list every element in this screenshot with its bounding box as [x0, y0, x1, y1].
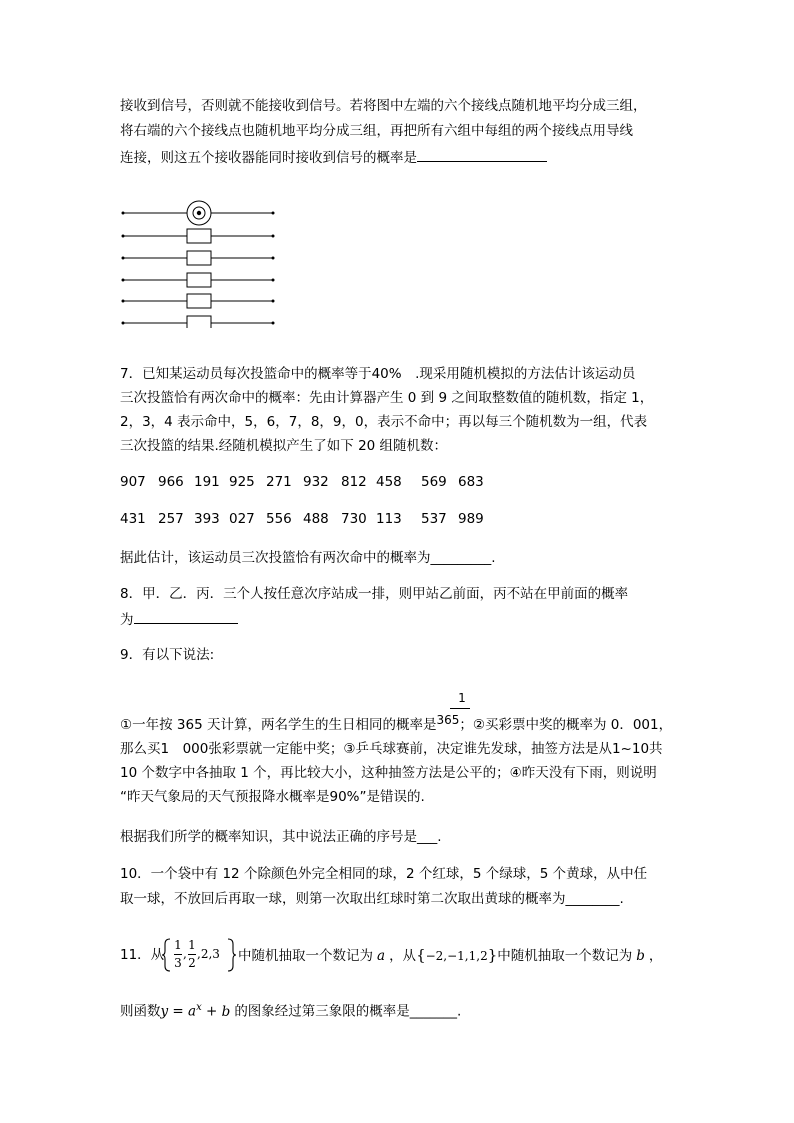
q11-mid-1: 中随机抽取一个数记为 [238, 948, 373, 964]
set-b-right-brace: } [487, 946, 498, 964]
random-number: 932 [303, 474, 329, 490]
random-number: 191 [194, 474, 220, 490]
function-eq: = [168, 1003, 189, 1020]
intro-line-1: 接收到信号，否则就不能接收到信号。若将图中左端的六个接线点随机地平均分成三组， [120, 98, 647, 114]
function-plus: + [201, 1003, 222, 1020]
random-number: 393 [194, 511, 220, 527]
random-number: 257 [158, 511, 184, 527]
fraction-numerator: 1 [174, 938, 182, 952]
fraction-bar [450, 708, 470, 709]
fraction-numerator: 1 [458, 691, 466, 705]
q9-line-2-text-b: ；②买彩票中奖的概率为 0．001， [459, 717, 673, 733]
q7-line-1: 7．已知某运动员每次投篮命中的概率等于40% .现采用随机模拟的方法估计该运动员 [120, 366, 636, 382]
fraction-bar [188, 954, 196, 955]
q9-line-2 [120, 713, 673, 733]
intro-line-3 [120, 148, 547, 166]
circuit-diagram [115, 198, 285, 328]
random-number: 966 [158, 474, 184, 490]
q11-prefix: 11．从 [120, 947, 165, 963]
intro-line-3-text: 连接，则这五个接收器能同时接收到信号的概率是 [120, 150, 417, 166]
variable-b: b [636, 948, 645, 964]
q10-line-1: 10．一个袋中有 12 个除颜色外完全相同的球，2 个红球，5 个绿球，5 个黄球，从中任 [120, 866, 648, 882]
q11-mid-2: ，从 [389, 948, 417, 964]
function-y: y [160, 1003, 169, 1020]
random-number: 271 [266, 474, 292, 490]
random-number: 458 [376, 474, 402, 490]
q9-question: 根据我们所学的概率知识，其中说法正确的序号是___. [120, 829, 442, 845]
q11-line-2 [120, 1000, 461, 1020]
variable-a: a [377, 948, 386, 964]
q8-line-1: 8．甲．乙．丙．三个人按任意次序站成一排，则甲站乙前面，丙不站在甲前面的概率 [120, 586, 629, 602]
set-b-left-brace: { [416, 946, 426, 964]
fraction-denominator: 2 [188, 956, 196, 970]
fraction-bar [174, 954, 182, 955]
set-a-right-brace [226, 938, 236, 972]
random-number: 730 [341, 511, 367, 527]
function-base: a [188, 1003, 197, 1020]
random-number: 569 [421, 474, 447, 490]
answer-blank-intro [417, 148, 547, 162]
q7-line-3: 2，3，4 表示命中，5，6，7，8，9，0，表示不命中；再以每三个随机数为一组，代表 [120, 414, 648, 430]
q7-line-2: 三次投篮恰有两次命中的概率：先由计算器产生 0 到 9 之间取整数值的随机数，指定 1， [120, 390, 654, 406]
random-number: 537 [421, 511, 447, 527]
q7-line-4: 三次投篮的结果.经随机模拟产生了如下 20 组随机数： [120, 438, 448, 454]
q9-line-3: 那么买1 000张彩票就一定能中奖；③乒乓球赛前，决定谁先发球，抽签方法是从1~10共 [120, 741, 663, 757]
q8-line-2-text: 为 [120, 612, 134, 628]
random-number: 907 [120, 474, 146, 490]
q9-line-2-text-a: ①一年按 365 天计算，两名学生的生日相同的概率是 [120, 717, 437, 733]
random-number: 556 [266, 511, 292, 527]
q11-mid-3: 中随机抽取一个数记为 [497, 948, 633, 964]
function-exponent: x [196, 1002, 202, 1013]
set-a-rest: ,2,3 [197, 947, 220, 961]
q11-end-1: ， [648, 948, 663, 964]
random-number: 925 [229, 474, 255, 490]
q11-line-1-rest [238, 947, 662, 964]
q8-line-2 [120, 610, 238, 628]
answer-blank-q8 [134, 610, 238, 624]
q9-line-4: 10 个数字中各抽取 1 个，再比较大小，这种抽签方法是公平的；④昨天没有下雨，则说明 [120, 765, 657, 781]
fraction-denominator: 365 [436, 713, 460, 727]
random-number: 683 [458, 474, 484, 490]
intro-line-2: 将右端的六个接线点也随机地平均分成三组，再把所有六组中每组的两个接线点用导线 [120, 123, 633, 139]
q9-line-5: “昨天气象局的天气预报降水概率是90%”是错误的. [120, 789, 425, 805]
q9-line-1: 9．有以下说法: [120, 647, 215, 663]
set-b: −2,−1,1,2 [425, 949, 488, 963]
random-number: 488 [303, 511, 329, 527]
random-number: 431 [120, 511, 146, 527]
q10-line-2: 取一球，不放回后再取一球，则第一次取出红球时第二次取出黄球的概率为________. [120, 891, 624, 907]
fraction-denominator: 3 [174, 956, 182, 970]
function-b: b [221, 1003, 231, 1020]
fraction-numerator: 1 [188, 938, 196, 952]
random-number: 027 [229, 511, 255, 527]
q11-line-2-text-a: 则函数 [120, 1003, 161, 1020]
q11-line-2-text-b: 的图象经过第三象限的概率是_______. [234, 1003, 462, 1020]
random-number: 989 [458, 511, 484, 527]
random-number: 113 [376, 511, 402, 527]
set-a-left-brace [162, 938, 172, 972]
comma: , [183, 947, 187, 961]
random-number: 812 [341, 474, 367, 490]
q7-question: 据此估计，该运动员三次投篮恰有两次命中的概率为_________. [120, 550, 496, 566]
